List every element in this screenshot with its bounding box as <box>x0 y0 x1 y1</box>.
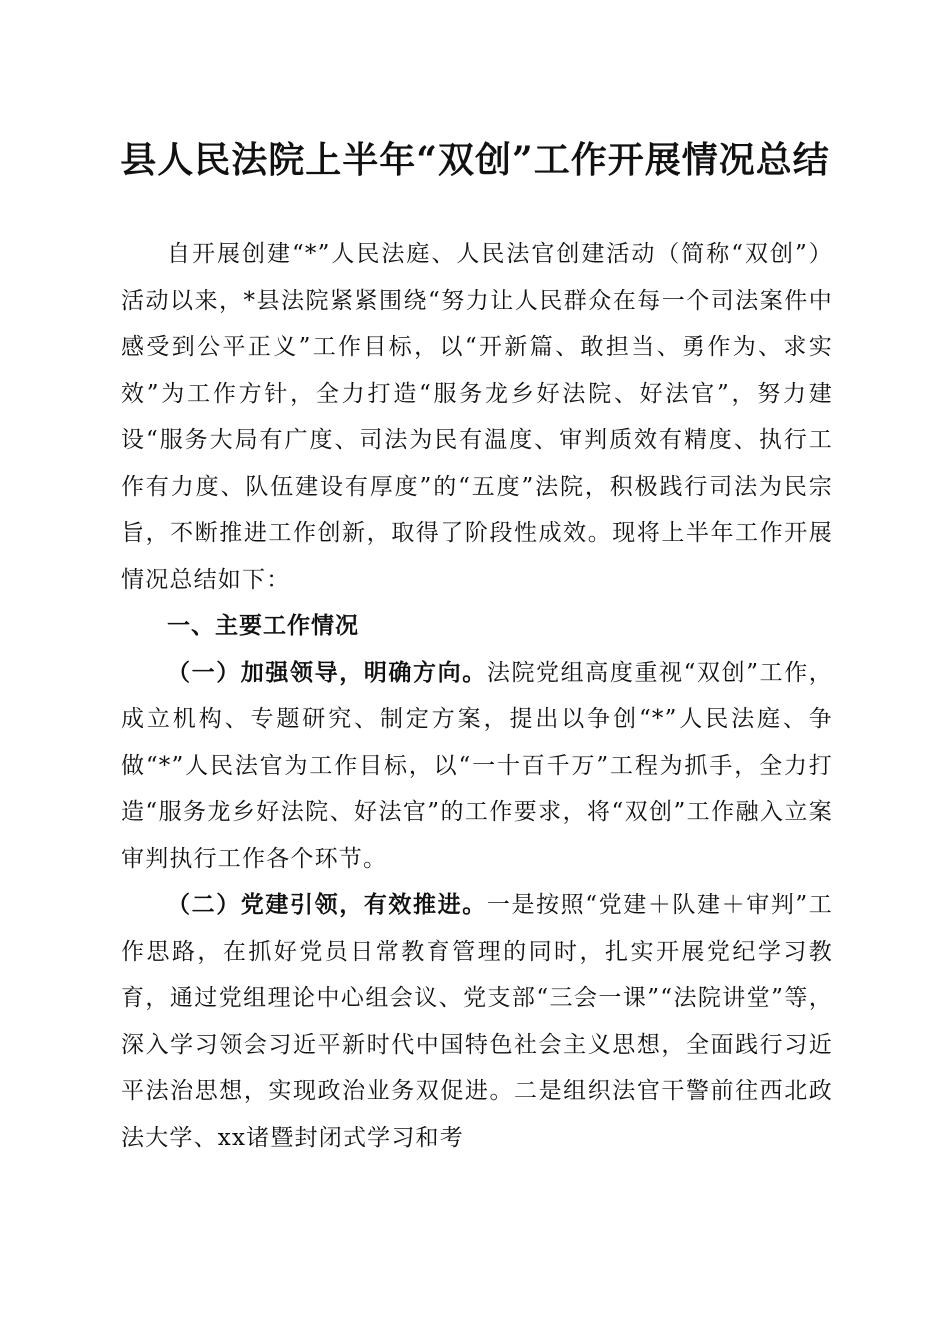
paragraph-leadership <box>121 650 833 883</box>
intro-paragraph: 自开展创建“*”人民法庭、人民法官创建活动（简称“双创”）活动以来，*县法院紧紧围绕“努力让人民群众在每一个司法案件中感受到公平正义”工作目标，以“开新篇、敢担当、勇作为、求实效”为工作方针，全力打造“服务龙乡好法院、好法官”，努力建设“服务大局有广度、司法为民有温度、审判质效有精度、执行工作有力度、队伍建设有厚度”的“五度”法院，积极践行司法为民宗旨，不断推进工作创新，取得了阶段性成效。现将上半年工作开展情况总结如下： <box>121 241 833 593</box>
document-body <box>121 231 833 1161</box>
paragraph-leadership-text: 法院党组高度重视“双创”工作，成立机构、专题研究、制定方案，提出以争创“*”人民法庭、争做“*”人民法官为工作目标，以“一十百千万”工程为抓手，全力打造“服务龙乡好法院、好法官”的工作要求，将“双创”工作融入立案审判执行工作各个环节。 <box>121 659 833 872</box>
document-title: 县人民法院上半年“双创”工作开展情况总结 <box>120 139 830 181</box>
paragraph-party-building-lead: （二）党建引领，有效推进。 <box>167 891 487 918</box>
section-heading-main-work: 一、主要工作情况 <box>167 613 359 639</box>
paragraph-party-building-text: 一是按照“党建＋队建＋审判”工作思路，在抓好党员日常教育管理的同时，扎实开展党纪学习教育，通过党组理论中心组会议、党支部“三会一课”“法院讲堂”等，深入学习领会习近平新时代中国特色社会主义思想，全面践行习近平法治思想，实现政治业务双促进。二是组织法官干警前往西北政法大学、xx诸暨封闭式学习和考 <box>121 892 833 1151</box>
paragraph-party-building <box>121 882 833 1161</box>
paragraph-leadership-lead: （一）加强领导，明确方向。 <box>167 658 487 686</box>
